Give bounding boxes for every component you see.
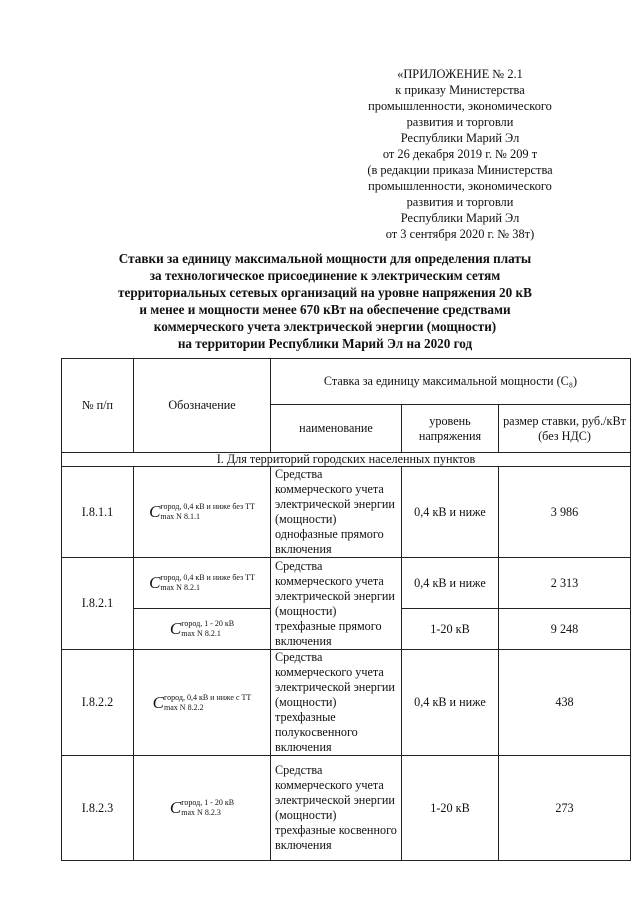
appendix-header-line: «ПРИЛОЖЕНИЕ № 2.1 [397, 67, 523, 81]
symbol-subscript: max N 8.2.2 [164, 702, 204, 712]
appendix-header-line: Республики Марий Эл [400, 211, 520, 225]
row-number: I.8.2.3 [62, 756, 134, 861]
appendix-header-line: от 3 сентября 2020 г. № 38т) [385, 227, 535, 241]
document-title [90, 250, 560, 352]
row-level: 1-20 кВ [402, 609, 499, 650]
symbol-subscript: max N 8.2.1 [160, 583, 200, 592]
col-header-rate-group: Ставка за единицу максимальной мощности (C₈) [271, 359, 631, 405]
rate-symbol [149, 502, 255, 522]
row-number: I.8.2.1 [62, 558, 134, 650]
row-number: I.8.2.2 [62, 650, 134, 756]
title-line: коммерческого учета электрической энергии (мощности) [153, 319, 497, 334]
rate-symbol [149, 573, 255, 593]
rate-symbol [153, 693, 252, 713]
table-header-row [62, 359, 631, 405]
section-title: I. Для территорий городских населенных пунктов [62, 453, 631, 467]
row-symbol [134, 650, 271, 756]
symbol-subscript: max N 8.2.1 [181, 629, 221, 638]
row-size: 9 248 [499, 609, 631, 650]
table-row [62, 650, 631, 756]
table-row [62, 467, 631, 558]
appendix-header-line: развития и торговли [406, 115, 514, 129]
symbol-superscript: город, 1 - 20 кВ [181, 619, 235, 628]
row-name: Средства коммерческого учета электрической энергии (мощности) однофазные прямого включения [271, 467, 402, 558]
title-line: и менее и мощности менее 670 кВт на обеспечение средствами [139, 302, 511, 317]
row-level: 1-20 кВ [402, 756, 499, 861]
appendix-header-line: промышленности, экономического [368, 99, 552, 113]
appendix-header-line: Республики Марий Эл [400, 131, 520, 145]
appendix-header [340, 66, 580, 242]
symbol-letter: C [152, 692, 165, 712]
rates-table [61, 358, 631, 861]
col-header-num: № п/п [62, 359, 134, 453]
symbol-superscript: город, 0,4 кВ и ниже без ТТ [160, 573, 255, 582]
row-name: Средства коммерческого учета электрической энергии (мощности) трехфазные прямого включения [271, 558, 402, 650]
row-name: Средства коммерческого учета электрической энергии (мощности) трехфазные косвенного включения [271, 756, 402, 861]
row-symbol [134, 609, 271, 650]
col-header-designation: Обозначение [134, 359, 271, 453]
title-line: Ставки за единицу максимальной мощности для определения платы [118, 251, 532, 266]
symbol-superscript: город, 0,4 кВ и ниже с ТТ [164, 692, 252, 702]
title-line: территориальных сетевых организаций на уровне напряжения 20 кВ [118, 285, 532, 300]
appendix-header-line: от 26 декабря 2019 г. № 209 т [382, 147, 538, 161]
appendix-header-line: (в редакции приказа Министерства [367, 163, 553, 177]
symbol-letter: C [149, 502, 161, 521]
symbol-letter: C [169, 798, 182, 817]
row-level: 0,4 кВ и ниже [402, 558, 499, 609]
row-symbol [134, 756, 271, 861]
row-size: 273 [499, 756, 631, 861]
rate-symbol [170, 798, 234, 818]
rate-symbol [170, 619, 234, 639]
col-header-size: размер ставки, руб./кВт (без НДС) [499, 405, 631, 453]
symbol-letter: C [169, 619, 182, 638]
row-symbol [134, 558, 271, 609]
col-header-level: уровень напряжения [402, 405, 499, 453]
appendix-header-line: промышленности, экономического [368, 179, 552, 193]
row-level: 0,4 кВ и ниже [402, 467, 499, 558]
row-size: 438 [499, 650, 631, 756]
col-header-name: наименование [271, 405, 402, 453]
symbol-letter: C [149, 573, 161, 592]
row-size: 3 986 [499, 467, 631, 558]
row-name: Средства коммерческого учета электрической энергии (мощности) трехфазные полукосвенного включения [271, 650, 402, 756]
appendix-header-line: развития и торговли [406, 195, 514, 209]
table-row [62, 756, 631, 861]
row-size: 2 313 [499, 558, 631, 609]
row-level: 0,4 кВ и ниже [402, 650, 499, 756]
row-number: I.8.1.1 [62, 467, 134, 558]
row-symbol [134, 467, 271, 558]
table-row [62, 558, 631, 609]
title-line: на территории Республики Марий Эл на 2020 год [177, 336, 473, 351]
symbol-subscript: max N 8.2.3 [181, 808, 221, 817]
title-line: за технологическое присоединение к электрическим сетям [149, 268, 501, 283]
symbol-subscript: max N 8.1.1 [160, 512, 200, 521]
section-row [62, 453, 631, 467]
symbol-superscript: город, 1 - 20 кВ [181, 798, 235, 807]
symbol-superscript: город, 0,4 кВ и ниже без ТТ [160, 502, 255, 511]
appendix-header-line: к приказу Министерства [395, 83, 525, 97]
